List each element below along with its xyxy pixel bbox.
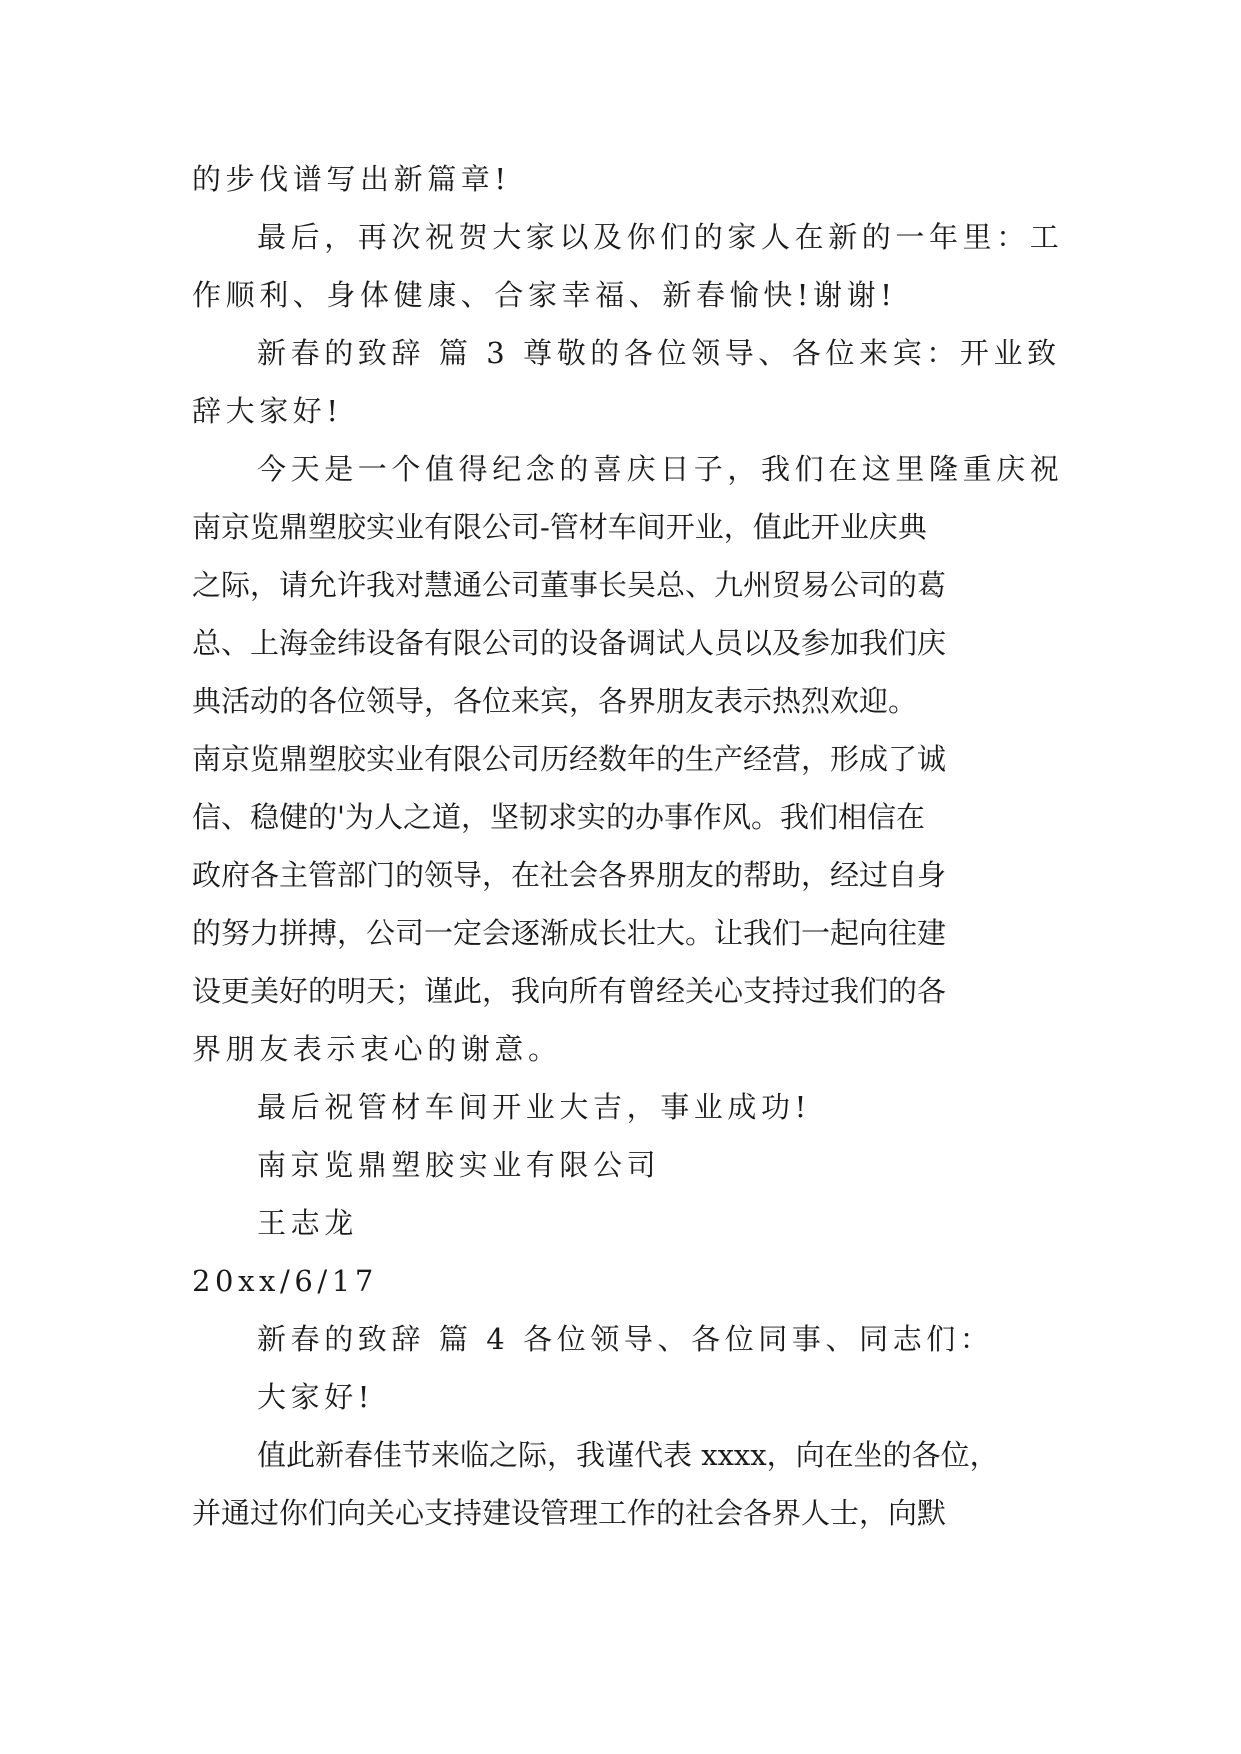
signature-name: 王志龙 (257, 1206, 358, 1240)
text-line: 作顺利、身体健康、合家幸福、新春愉快!谢谢! (192, 278, 897, 312)
text-line: 设更美好的明天；谨此，我向所有曾经关心支持过我们的各 (192, 974, 947, 1008)
signature-date: 20xx/6/17 (192, 1264, 378, 1298)
text-line: 辞大家好! (192, 394, 343, 428)
signature-company: 南京览鼎塑胶实业有限公司 (257, 1148, 661, 1182)
text-line: 信、稳健的'为人之道，坚韧求实的办事作风。我们相信在 (192, 800, 925, 834)
text-line: 界朋友表示衷心的谢意。 (192, 1032, 562, 1066)
section-heading-line: 新春的致辞 篇 3 尊敬的各位领导、各位来宾：开业致 (257, 336, 1061, 370)
text-line: 的努力拼搏，公司一定会逐渐成长壮大。让我们一起向往建 (192, 916, 947, 950)
text-line: 最后，再次祝贺大家以及你们的家人在新的一年里：工 (257, 220, 1064, 254)
text-line: 典活动的各位领导，各位来宾，各界朋友表示热烈欢迎。 (192, 684, 918, 718)
text-line: 政府各主管部门的领导，在社会各界朋友的帮助，经过自身 (192, 858, 947, 892)
document-page (192, 150, 1064, 1542)
text-line: 之际，请允许我对慧通公司董事长吴总、九州贸易公司的葛 (192, 568, 947, 602)
text-line: 的步伐谱写出新篇章! (192, 162, 511, 196)
text-line: 大家好! (257, 1380, 375, 1414)
section-heading-line: 新春的致辞 篇 4 各位领导、各位同事、同志们： (257, 1322, 994, 1356)
text-line: 南京览鼎塑胶实业有限公司历经数年的生产经营，形成了诚 (192, 742, 947, 776)
text-line: 今天是一个值得纪念的喜庆日子，我们在这里隆重庆祝 (257, 452, 1064, 486)
text-line: 最后祝管材车间开业大吉，事业成功! (257, 1090, 811, 1124)
text-line: 并通过你们向关心支持建设管理工作的社会各界人士，向默 (192, 1496, 947, 1530)
text-line: 总、上海金纬设备有限公司的设备调试人员以及参加我们庆 (192, 626, 947, 660)
text-line: 南京览鼎塑胶实业有限公司-管材车间开业，值此开业庆典 (192, 510, 927, 544)
text-line: 值此新春佳节来临之际，我谨代表 xxxx，向在坐的各位， (257, 1438, 999, 1472)
